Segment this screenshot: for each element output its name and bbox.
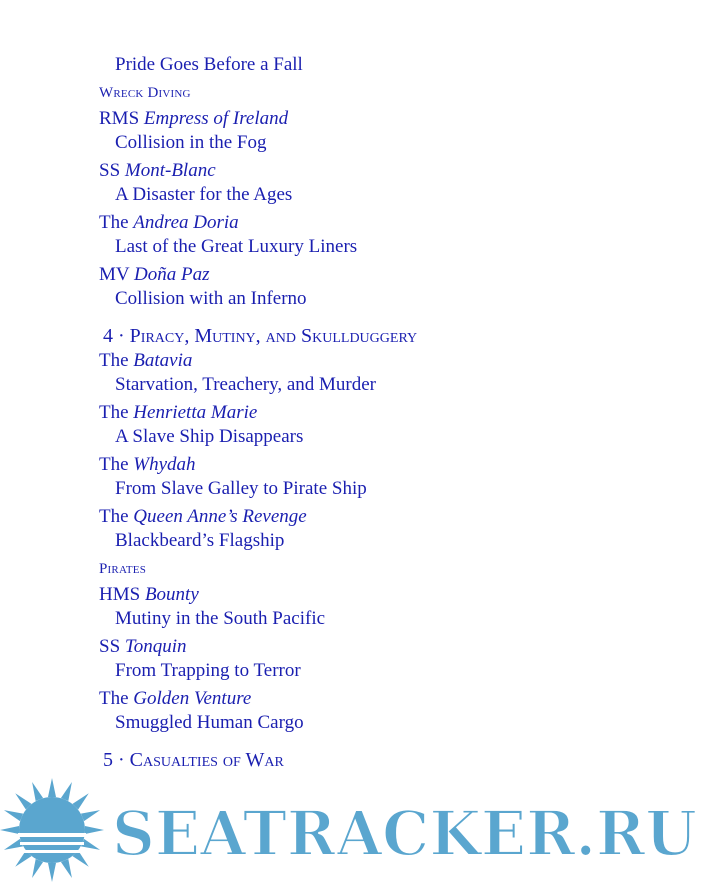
toc-subtitle: Collision with an Inferno [115,288,307,309]
ship-prefix: The [99,402,134,423]
ship-prefix: The [99,454,134,475]
toc-subtitle: Last of the Great Luxury Liners [115,236,358,257]
toc-section-heading: Wreck Diving [99,85,191,101]
toc-subtitle: Collision in the Fog [115,132,267,153]
toc-entry[interactable] [99,505,699,529]
toc-entry[interactable] [99,263,699,287]
toc-subtitle: Mutiny in the South Pacific [115,608,326,629]
watermark-text: SEATRACKER.RU [112,797,697,870]
ship-prefix: HMS [99,584,145,605]
ship-name: Mont-Blanc [124,160,216,181]
toc-subtitle: Smuggled Human Cargo [115,712,304,733]
toc-entry[interactable] [99,401,699,425]
toc-subtitle: A Slave Ship Disappears [115,426,304,447]
toc-subtitle: Starvation, Treachery, and Murder [115,374,377,395]
ship-name: Andrea Doria [133,212,239,233]
sun-icon [0,778,104,882]
ship-prefix: The [99,688,134,709]
ship-name: Empress of Ireland [143,108,289,129]
toc-section-heading: Pirates [99,561,147,577]
ship-name: Doña Paz [134,264,210,285]
chapter-heading[interactable]: 5 · Casualties of War [103,749,284,771]
ship-name: Queen Anne’s Revenge [133,506,307,527]
ship-name: Golden Venture [133,688,252,709]
toc-entry[interactable] [99,453,699,477]
ship-prefix: MV [99,264,135,285]
ship-name: Batavia [133,350,193,371]
ship-prefix: The [99,212,134,233]
watermark-logo [0,775,708,883]
ship-prefix: SS [99,636,125,657]
chapter-heading[interactable]: 4 · Piracy, Mutiny, and Skullduggery [103,325,418,347]
ship-name: Whydah [133,454,196,475]
toc-subtitle: From Slave Galley to Pirate Ship [115,478,367,499]
toc-subtitle: From Trapping to Terror [115,660,301,681]
ship-prefix: RMS [99,108,144,129]
toc-entry[interactable] [99,107,699,131]
ship-name: Tonquin [124,636,187,657]
ship-prefix: The [99,506,134,527]
toc-entry[interactable] [99,687,699,711]
toc-subtitle: Blackbeard’s Flagship [115,530,285,551]
ship-prefix: SS [99,160,125,181]
toc-subtitle: A Disaster for the Ages [115,184,293,205]
table-of-contents [99,53,699,773]
toc-subtitle: Pride Goes Before a Fall [115,54,303,75]
toc-entry[interactable] [99,349,699,373]
toc-entry[interactable] [99,635,699,659]
toc-entry[interactable] [99,583,699,607]
ship-name: Bounty [144,584,199,605]
toc-entry[interactable] [99,211,699,235]
toc-entry[interactable] [99,159,699,183]
ship-name: Henrietta Marie [133,402,258,423]
ship-prefix: The [99,350,134,371]
